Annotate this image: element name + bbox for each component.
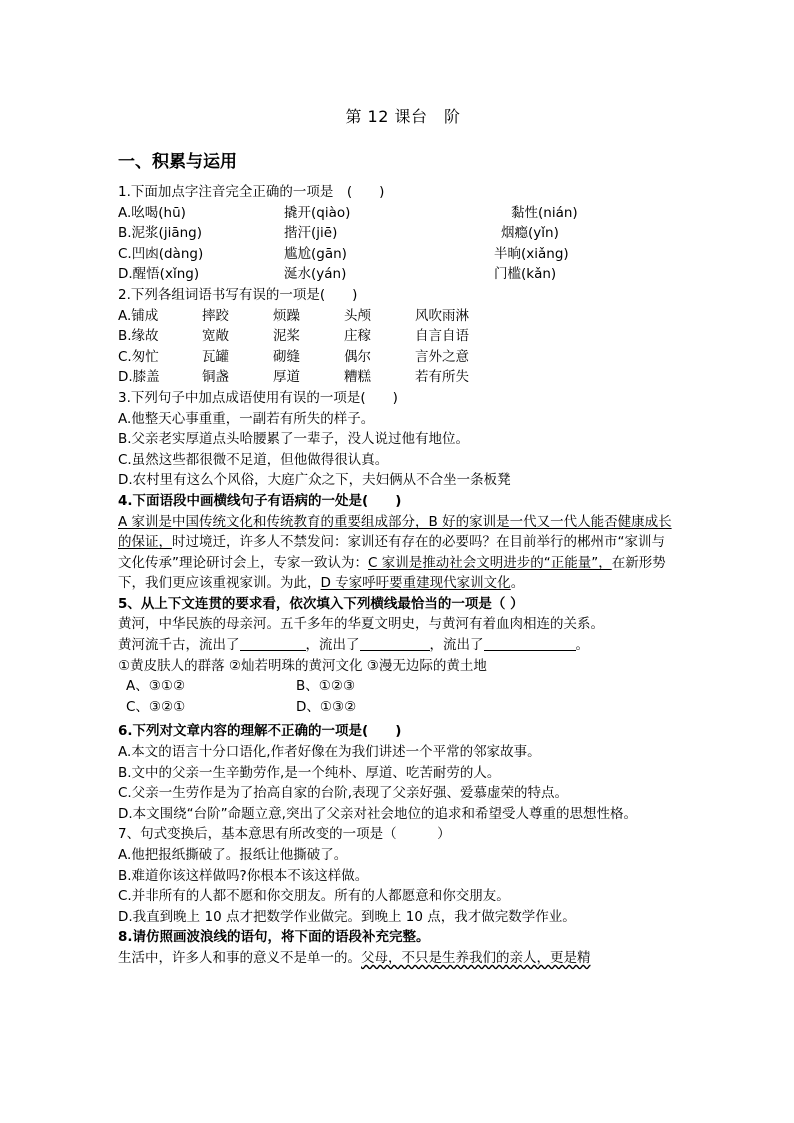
option-cell: A.吆喝(hū) (118, 204, 186, 221)
word-cell: 瓦罐 (202, 348, 229, 365)
question-1-options (118, 203, 678, 285)
option-cell: 涎水(yán) (284, 266, 347, 283)
question-5-stem: 5、从上下文连贯的要求看，依次填入下列横线最恰当的一项是（ ） (118, 595, 524, 612)
word-cell: 铜盏 (202, 369, 229, 386)
option-cell: 尴尬(gān) (284, 245, 347, 262)
option-cell: 门槛(kǎn) (494, 266, 557, 283)
passage-text: ，流出了 (429, 637, 484, 654)
word-cell: 偶尔 (344, 348, 371, 365)
question-7-option-b: B.难道你该这样做吗?你根本不该这样做。 (118, 867, 369, 884)
option-cell: 撬开(qiào) (284, 204, 351, 221)
passage-text: 黄河流千古，流出了 (118, 637, 240, 654)
word-cell: 庄稼 (344, 328, 371, 345)
question-7-option-c: C.并非所有的人都不愿和你交朋友。所有的人都愿意和你交朋友。 (118, 888, 510, 905)
word-cell: 自言自语 (415, 328, 469, 345)
option-b: B、①②③ (296, 678, 356, 695)
word-cell: 烦躁 (273, 307, 300, 324)
option-d: D、①③② (296, 698, 357, 715)
word-cell: 糟糕 (344, 369, 371, 386)
fill-blank-3[interactable] (484, 636, 576, 651)
word-cell: A.铺成 (118, 307, 159, 324)
fill-blank-1[interactable] (240, 636, 306, 651)
word-cell: 厚道 (273, 369, 300, 386)
word-cell: 泥桨 (273, 328, 300, 345)
question-5-options (118, 676, 678, 717)
question-2-stem: 2.下列各组词语书写有误的一项是( ) (118, 286, 358, 303)
question-6-stem: 6.下列对文章内容的理解不正确的一项是( ) (118, 723, 402, 740)
option-cell: 半晌(xiǎng) (494, 245, 569, 262)
word-cell: 若有所失 (415, 369, 469, 386)
underlined-sentence-d: D 专家呼吁要重建现代家训文化 (320, 575, 511, 592)
word-cell: 风吹雨淋 (415, 307, 469, 324)
underlined-sentence-c: C 家训是推动社会文明进步的“正能量”， (368, 554, 612, 571)
question-6-option-a: A.本文的语言十分口语化,作者好像在为我们讲述一个平常的邻家故事。 (118, 744, 541, 761)
question-8-stem: 8.请仿照画波浪线的语句，将下面的语段补充完整。 (118, 929, 430, 946)
wavy-underlined-sentence: 父母，不只是生养我们的亲人，更是精 (361, 949, 591, 966)
question-5-text-2 (118, 635, 678, 656)
word-cell: D.膝盖 (118, 369, 160, 386)
option-cell: B.泥浆(jiāng) (118, 225, 202, 242)
question-4-stem: 4.下面语段中画横线句子有语病的一处是( ) (118, 492, 402, 509)
question-8-passage (118, 948, 678, 969)
question-6-option-d: D.本文围绕“台阶”命题立意,突出了父亲对社会地位的追求和希望受人尊重的思想性格。 (118, 805, 637, 822)
question-6-option-b: B.文中的父亲一生辛勤劳作,是一个纯朴、厚道、吃苦耐劳的人。 (118, 764, 501, 781)
question-6-option-c: C.父亲一生劳作是为了抬高自家的台阶,表现了父亲好强、爱慕虚荣的特点。 (118, 785, 569, 802)
fill-blank-2[interactable] (360, 636, 430, 651)
page-title: 第 12 课台 阶 (345, 107, 461, 126)
question-5-text-1: 黄河，中华民族的母亲河。五千多年的华夏文明史，与黄河有着血肉相连的关系。 (118, 616, 604, 633)
question-3-stem: 3.下列句子中加点成语使用有误的一项是( ) (118, 389, 398, 406)
question-3-option-b: B.父亲老实厚道点头哈腰累了一辈子，没人说过他有地位。 (118, 431, 470, 448)
underlined-sentence-b: B 好的家训是一代又一代人能否健康成长的保证， (118, 513, 672, 551)
worksheet-page (118, 104, 678, 969)
word-cell: 摔跤 (202, 307, 229, 324)
question-3-option-a: A.他整天心事重重，一副若有所失的样子。 (118, 410, 375, 427)
passage-text: 。 (510, 575, 525, 592)
question-4-passage (118, 512, 678, 594)
word-cell: B.缘故 (118, 328, 159, 345)
passage-text: 在新形势下，我们更应该重视家训。为此， (118, 554, 666, 592)
word-cell: 头颅 (344, 307, 371, 324)
option-c: C、③②① (126, 698, 186, 715)
question-2-options (118, 306, 678, 388)
question-7-option-a: A.他把报纸撕破了。报纸让他撕破了。 (118, 847, 348, 863)
passage-text: ，流出了 (305, 637, 360, 654)
word-cell: 砌缝 (273, 348, 300, 365)
word-cell: 宽敞 (202, 328, 229, 345)
question-5-choices: ①黄皮肤人的群落 ②灿若明珠的黄河文化 ③漫无边际的黄土地 (118, 657, 487, 674)
question-7-stem: 7、句式变换后，基本意思有所改变的一项是（ ） (118, 826, 451, 843)
option-cell: 揩汗(jiē) (284, 225, 338, 242)
word-cell: C.匆忙 (118, 348, 159, 365)
section-heading: 一、积累与运用 (118, 152, 237, 172)
passage-text: 时过境迁，许多人不禁发问：家训还有存在的必要吗？在目前举行的郴州市“家训与文化传承”理论研讨会上，专家一致认为： (118, 534, 665, 571)
word-cell: 言外之意 (415, 348, 469, 365)
question-3-option-d: D.农村里有这么个风俗，大庭广众之下，夫妇俩从不合坐一条板凳 (118, 472, 511, 489)
option-cell: D.醒悟(xǐng) (118, 266, 200, 283)
question-1-stem: 1.下面加点字注音完全正确的一项是 ( ) (118, 184, 385, 200)
question-7-option-d: D.我直到晚上 10 点才把数学作业做完。到晚上 10 点，我才做完数学作业。 (118, 908, 576, 925)
passage-text: 生活中，许多人和事的意义不是单一的。 (118, 949, 361, 966)
option-cell: 烟瘾(yǐn) (501, 225, 559, 242)
option-a: A、③①② (126, 678, 186, 695)
underlined-sentence-a: A 家训是中国传统文化和传统教育的重要组成部分， (118, 513, 429, 530)
question-3-option-c: C.虽然这些都很微不足道，但他做得很认真。 (118, 451, 389, 468)
passage-text: 。 (575, 637, 589, 654)
option-cell: 黏性(nián) (511, 204, 578, 221)
option-cell: C.凹凼(dàng) (118, 245, 204, 262)
